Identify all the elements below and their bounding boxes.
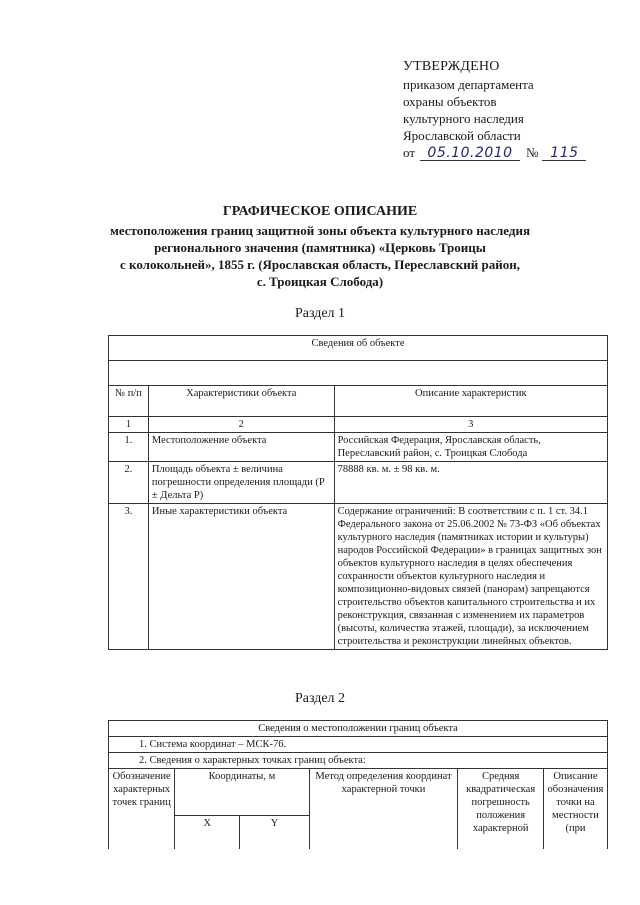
approval-line: культурного наследия <box>403 111 524 126</box>
table-header-row <box>109 386 608 417</box>
section-2-heading: Раздел 2 <box>294 691 346 706</box>
document-title <box>85 203 555 290</box>
header-accuracy: Средняя квадратическая погрешность положения характерной <box>458 769 544 850</box>
coordinate-system: 1. Система координат – МСК-76. <box>109 737 608 753</box>
header-coordinates: Координаты, м <box>175 769 309 816</box>
section-2-table-clip <box>100 716 620 849</box>
title-sub-line: местоположения границ защитной зоны объекта культурного наследия <box>109 223 531 238</box>
row-num: 3. <box>109 504 149 650</box>
index-cell: 3 <box>334 417 607 433</box>
table-title-row <box>109 336 608 361</box>
table-index-row <box>109 417 608 433</box>
header-num: № п/п <box>109 386 149 417</box>
table-row <box>109 433 608 462</box>
object-info-table <box>108 335 608 650</box>
approval-block <box>403 58 586 161</box>
title-sub-line: с. Троицкая Слобода) <box>256 274 384 289</box>
table-row <box>109 462 608 504</box>
title-sub-line: с колокольней», 1855 г. (Ярославская область, Переславский район, <box>120 257 520 272</box>
row-description: Содержание ограничений: В соответствии с п. 1 ст. 34.1 Федерального закона от 25.06.2002 № 73-ФЗ «Об объектах культурного наследия (памятниках истории и культуры) народов Российской Федерации» в границах защитных зон объектов культурного наследия в целях обеспечения сохранности объектов культурного наследия и композиционно-видовых связей (панорам) запрещаются строительство объектов капитального строительства и их реконструкция, связанная с изменением их параметров (высоты, количества этажей, площади), за исключением строительства и реконструкции линейных объектов. <box>334 504 607 650</box>
row-characteristic: Площадь объекта ± величина погрешности определения площади (P ± Дельта P) <box>148 462 334 504</box>
row-num: 2. <box>109 462 149 504</box>
approval-line: охраны объектов <box>403 94 497 109</box>
table-row <box>109 504 608 650</box>
title-main: ГРАФИЧЕСКОЕ ОПИСАНИЕ <box>222 204 418 219</box>
table-info-row <box>109 737 608 753</box>
header-method: Метод определения координат характерной точки <box>309 769 458 850</box>
table-title: Сведения о местоположении границ объекта <box>109 721 608 737</box>
index-cell: 2 <box>148 417 334 433</box>
row-characteristic: Иные характеристики объекта <box>148 504 334 650</box>
approval-heading: УТВЕРЖДЕНО <box>403 59 500 74</box>
row-description: 78888 кв. м. ± 98 кв. м. <box>334 462 607 504</box>
table-title: Сведения об объекте <box>109 336 608 361</box>
handwritten-date: 05.10.2010 <box>420 146 520 161</box>
row-num: 1. <box>109 433 149 462</box>
index-cell: 1 <box>109 417 149 433</box>
title-sub-line: регионального значения (памятника) «Церковь Троицы <box>154 240 486 255</box>
number-sign: № <box>526 145 539 160</box>
header-point-description: Описание обозначения точки на местности (при <box>543 769 607 850</box>
approval-line: Ярославской области <box>403 128 521 143</box>
header-description: Описание характеристик <box>334 386 607 417</box>
header-designation: Обозначение характерных точек границ <box>109 769 175 850</box>
table-title-row <box>109 721 608 737</box>
table-spacer-row <box>109 361 608 386</box>
section-1-heading: Раздел 1 <box>294 306 346 321</box>
date-prefix: от <box>403 145 416 160</box>
header-characteristic: Характеристики объекта <box>148 386 334 417</box>
handwritten-order-number: 115 <box>542 146 586 161</box>
boundary-info-table <box>108 720 608 849</box>
approval-date-row <box>403 144 586 161</box>
table-info-row <box>109 753 608 769</box>
boundary-points-caption: 2. Сведения о характерных точках границ объекта: <box>109 753 608 769</box>
approval-line: приказом департамента <box>403 77 534 92</box>
row-description: Российская Федерация, Ярославская область, Переславский район, с. Троицкая Слобода <box>334 433 607 462</box>
table-header-row <box>109 769 608 816</box>
header-y: Y <box>240 815 309 849</box>
row-characteristic: Местоположение объекта <box>148 433 334 462</box>
table-spacer <box>109 361 608 386</box>
header-x: X <box>175 815 240 849</box>
